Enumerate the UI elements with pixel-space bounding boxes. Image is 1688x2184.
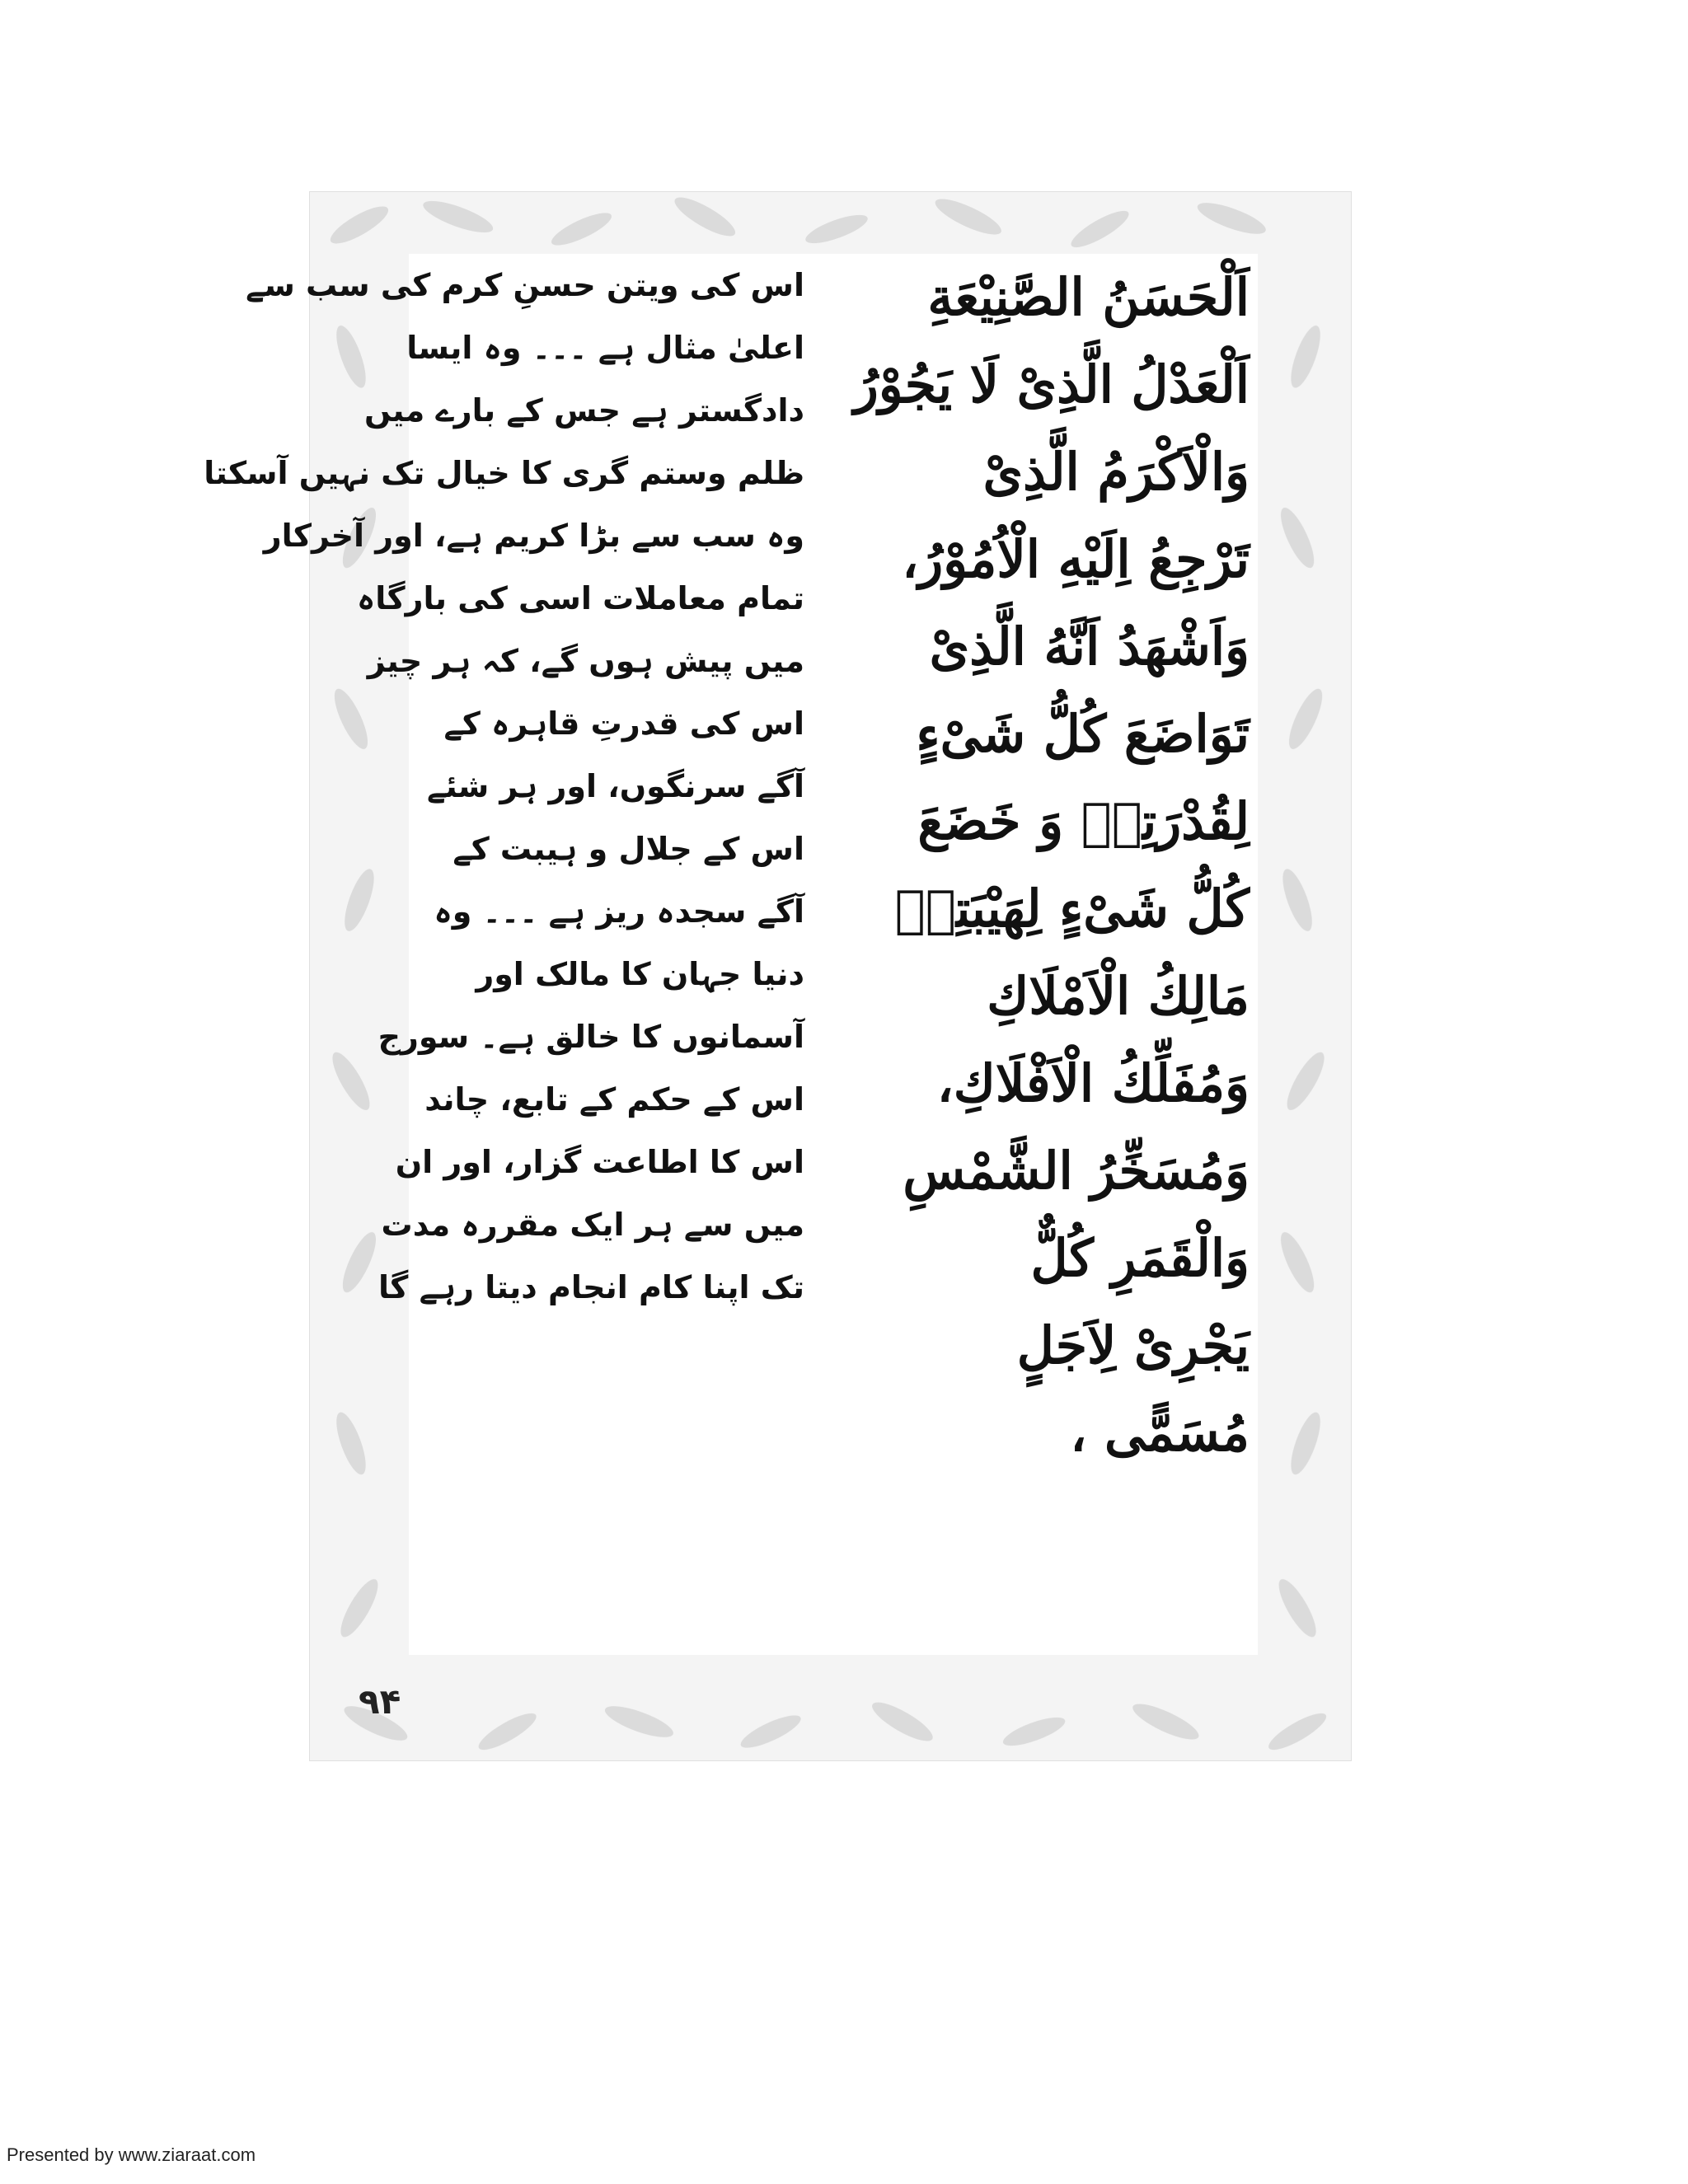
arabic-line: وَالْاَكْرَمُ الَّذِیْ [982, 442, 1250, 502]
arabic-line: لِقُدْرَتِهٖ وَ خَضَعَ [917, 791, 1250, 851]
urdu-line: وہ سب سے بڑا کریم ہے، اور آخرکار [263, 518, 804, 554]
urdu-line: اعلیٰ مثال ہے ۔۔۔ وہ ایسا [406, 330, 804, 366]
arabic-line: مُسَمًّى ، [1070, 1403, 1250, 1463]
arabic-line: اَلْعَدْلُ الَّذِیْ لَا يَجُوْرُ [853, 354, 1250, 415]
page-number: ۹۴ [359, 1681, 401, 1722]
urdu-translation-column [204, 254, 821, 1319]
arabic-line: وَاَشْهَدُ اَنَّهُ الَّذِیْ [929, 616, 1250, 677]
arabic-line: تَوَاضَعَ كُلُّ شَیْءٍ [916, 704, 1250, 764]
urdu-line: اس کی قدرتِ قاہرہ کے [443, 705, 804, 742]
arabic-line: وَمُفَلِّكُ الْاَفْلَاكِ، [936, 1053, 1250, 1113]
urdu-line: آگے سجدہ ریز ہے ۔۔۔ وہ [434, 893, 804, 930]
arabic-line: وَالْقَمَرِ كُلٌّ [1030, 1228, 1250, 1288]
urdu-line: اس کے جلال و ہیبت کے [452, 831, 804, 867]
arabic-line: مَالِكُ الْاَمْلَاكِ [987, 966, 1250, 1026]
urdu-line: دنیا جہان کا مالک اور [476, 956, 804, 992]
urdu-line: تک اپنا کام انجام دیتا رہے گا [378, 1269, 804, 1305]
urdu-line: اس کی ویتن حسنِ کرم کی سب سے [246, 267, 804, 303]
urdu-line: دادگستر ہے جس کے بارے میں [363, 392, 804, 429]
arabic-line: يَجْرِیْ لِاَجَلٍ [1016, 1315, 1250, 1376]
urdu-line: میں سے ہر ایک مقررہ مدت [381, 1207, 804, 1243]
urdu-line: ظلم وستم گری کا خیال تک نہیں آسکتا [204, 455, 804, 491]
urdu-line: میں پیش ہوں گے، کہ ہر چیز [367, 643, 804, 679]
footer-credit: Presented by www.ziaraat.com [7, 2144, 256, 2165]
text-panel [204, 254, 1258, 1655]
urdu-line: آگے سرنگوں، اور ہر شئے [427, 768, 804, 804]
urdu-line: تمام معاملات اسی کی بارگاہ [356, 580, 804, 616]
page-frame [204, 191, 1352, 1761]
arabic-line: كُلُّ شَیْءٍ لِهَيْبَتِهٖ [894, 879, 1250, 939]
arabic-line: وَمُسَخِّرُ الشَّمْسِ [903, 1141, 1250, 1201]
urdu-line: اس کے حکم کے تابع، چاند [424, 1081, 804, 1118]
arabic-text-column [829, 254, 1258, 1477]
arabic-line: اَلْحَسَنُ الصَّنِيْعَةِ [927, 267, 1250, 327]
arabic-line: تَرْجِعُ اِلَيْهِ الْاُمُوْرُ، [902, 529, 1250, 589]
urdu-line: اس کا اطاعت گزار، اور ان [395, 1144, 804, 1180]
urdu-line: آسمانوں کا خالق ہے۔ سورج [377, 1019, 804, 1055]
